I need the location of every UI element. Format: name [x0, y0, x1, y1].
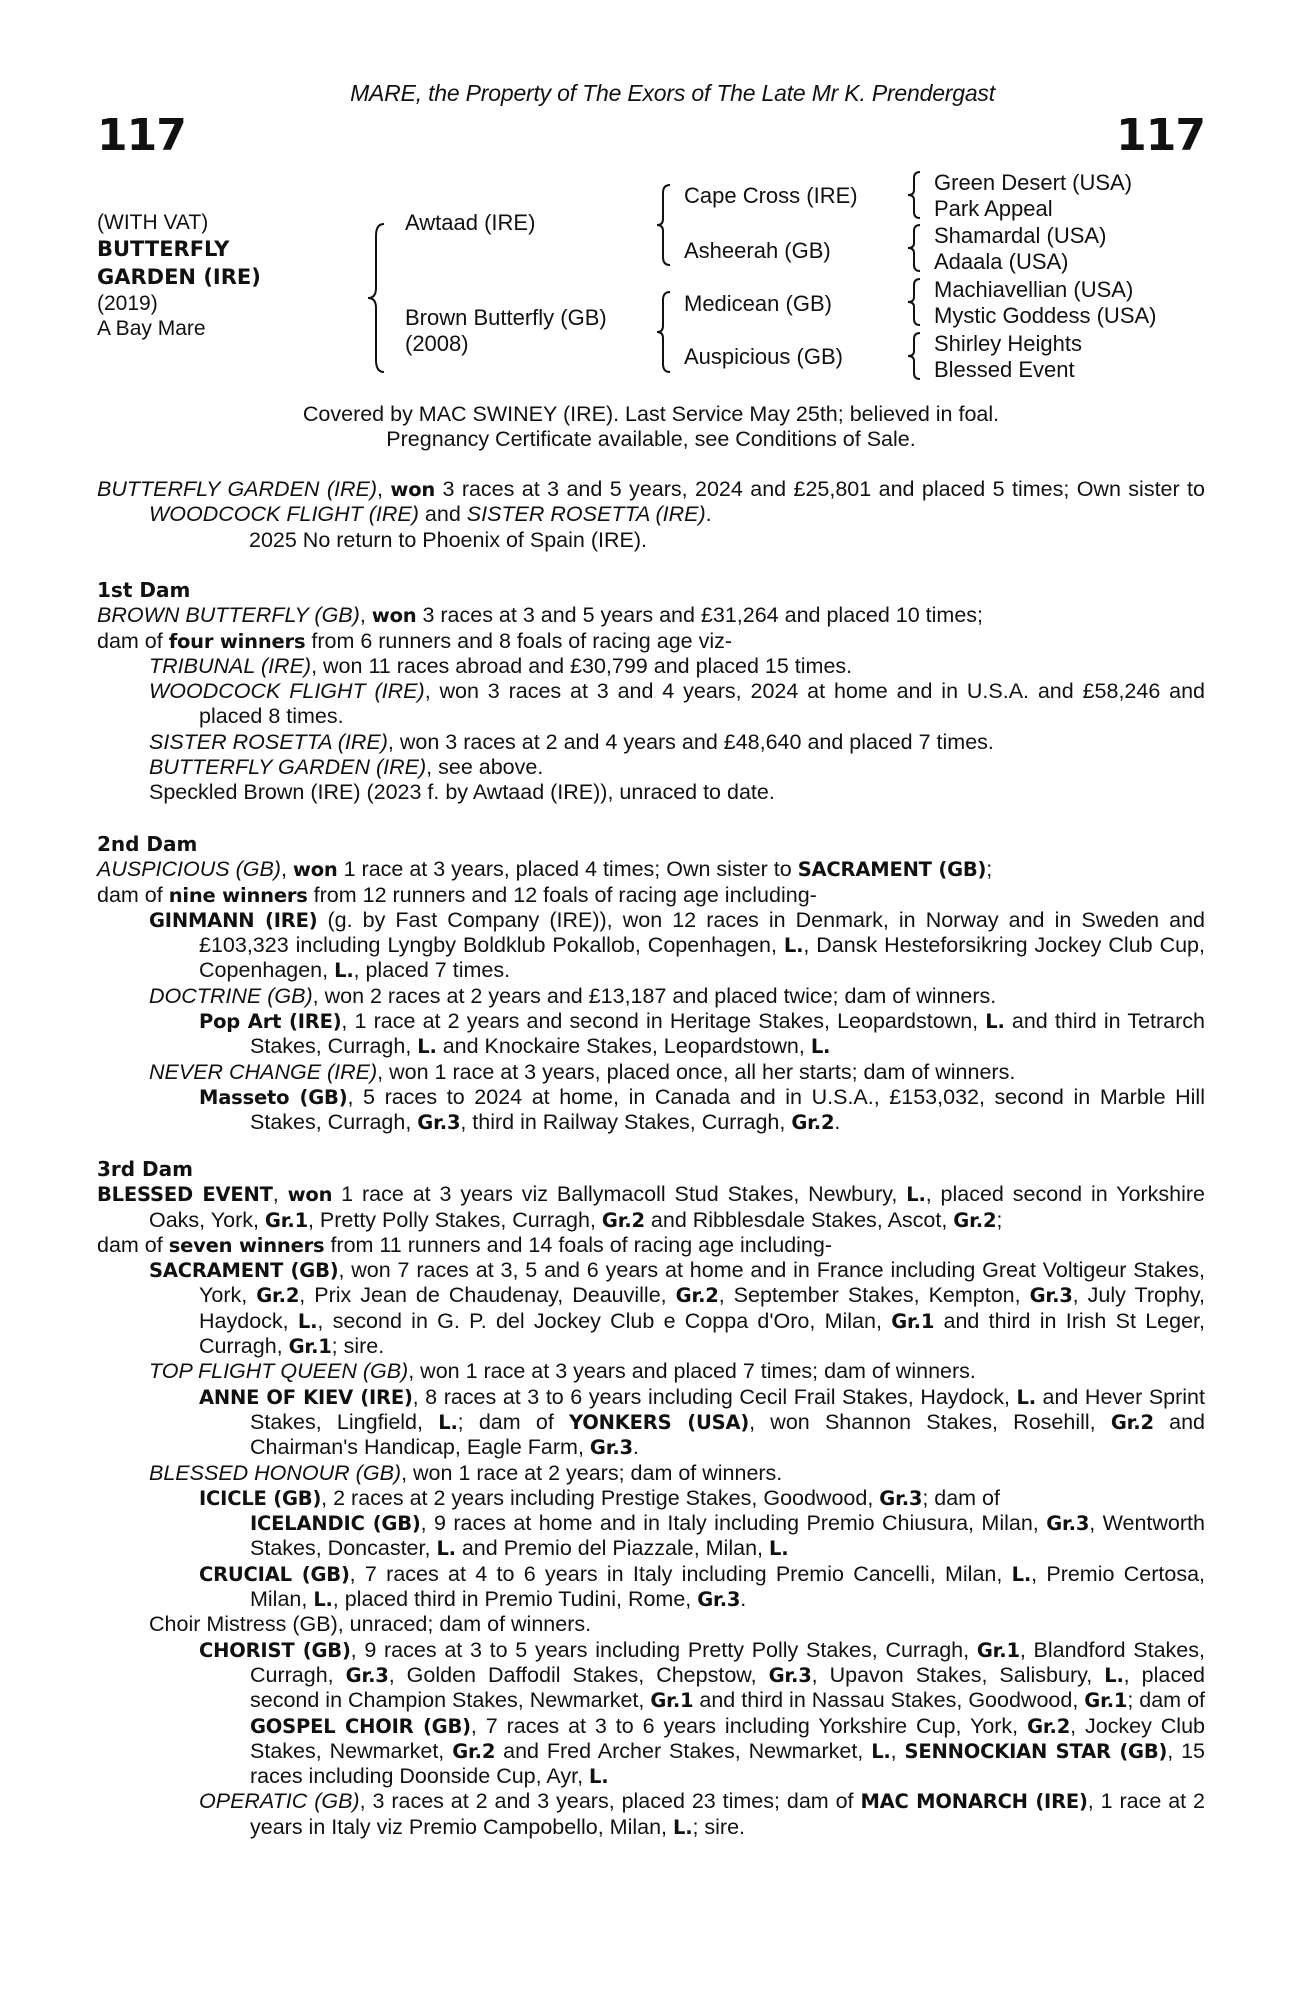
- lot-number-right: 117: [1116, 110, 1205, 161]
- won-label: won: [287, 1183, 333, 1207]
- brace-gen3-4: [906, 331, 924, 381]
- listed-mark: L.: [438, 1410, 458, 1434]
- progeny-text: ; dam of: [1127, 1688, 1206, 1713]
- progeny-entry: [97, 1359, 1205, 1384]
- pedigree-sire-dam: Asheerah (GB): [684, 238, 831, 263]
- won-label: won: [371, 604, 417, 628]
- pedigree-dam-dam: Auspicious (GB): [684, 344, 843, 369]
- progeny-text: and Chairman's Handicap, Eagle Farm,: [250, 1409, 1205, 1460]
- intro-text: .: [705, 502, 712, 527]
- progeny-name: OPERATIC (GB): [199, 1789, 360, 1814]
- progeny-text: , Upavon Stakes, Salisbury,: [811, 1662, 1105, 1687]
- covering-note: [97, 402, 1205, 453]
- intro-note: 2025 No return to Phoenix of Spain (IRE).: [249, 527, 647, 552]
- progeny-entry: [97, 679, 1205, 730]
- brace-gen3-2: [906, 223, 924, 273]
- progeny-text: ; sire.: [331, 1334, 385, 1359]
- brace-gen3-1: [906, 170, 924, 220]
- progeny-text: , Wentworth Stakes, Doncaster,: [250, 1511, 1205, 1561]
- group-mark: Gr.2: [953, 1208, 997, 1232]
- progeny-text: , second in G. P. del Jockey Club e Coppa d'Oro, Milan,: [317, 1308, 892, 1333]
- dam-name: BROWN BUTTERFLY (GB): [97, 603, 360, 628]
- progeny-text: , won 2 races at 2 years and £13,187 and placed twice; dam of winners.: [312, 983, 997, 1008]
- progeny-text: , third in Railway Stakes, Curragh,: [460, 1110, 792, 1135]
- intro-text: and: [418, 502, 467, 527]
- progeny-name: SACRAMENT (GB): [149, 1259, 339, 1283]
- progeny-text: , 7 races at 4 to 6 years in Italy including Premio Cancelli, Milan,: [349, 1561, 1012, 1586]
- group-mark: Gr.2: [675, 1284, 719, 1308]
- progeny-text: , 2 races at 2 years including Prestige Stakes, Goodwood,: [321, 1485, 880, 1510]
- listed-mark: L.: [297, 1309, 318, 1333]
- pedigree-dam-sire: Medicean (GB): [684, 291, 832, 316]
- group-mark: Gr.3: [879, 1486, 923, 1510]
- progeny-name: MAC MONARCH (IRE): [860, 1790, 1088, 1814]
- listed-mark: L.: [985, 1010, 1005, 1034]
- progeny-name: ICICLE (GB): [199, 1486, 322, 1510]
- progeny-text: .: [834, 1110, 841, 1135]
- group-mark: Gr.2: [791, 1111, 835, 1135]
- progeny-name: NEVER CHANGE (IRE): [149, 1059, 378, 1084]
- progeny-text: ; dam of: [922, 1485, 1000, 1510]
- property-heading: MARE, the Property of The Exors of The Late Mr K. Prendergast: [350, 80, 995, 106]
- winners-count: seven winners: [168, 1233, 325, 1257]
- dam-text: , placed second in Yorkshire Oaks, York,: [149, 1182, 1205, 1232]
- horse-name-line2: GARDEN (IRE): [97, 265, 261, 289]
- progeny-name: BUTTERFLY GARDEN (IRE): [149, 755, 427, 780]
- pedigree-gen3-1: Green Desert (USA): [934, 170, 1133, 195]
- progeny-text: .: [740, 1587, 747, 1612]
- dam-text: from 6 runners and 8 foals of racing age viz-: [305, 628, 733, 653]
- progeny-name: CRUCIAL (GB): [199, 1562, 350, 1586]
- covering-line-1: Covered by MAC SWINEY (IRE). Last Service May 25th; believed in foal.: [302, 402, 1000, 426]
- progeny-name: GINMANN (IRE): [149, 908, 318, 932]
- progeny-name: ICELANDIC (GB): [250, 1512, 421, 1536]
- progeny-text: , won 1 race at 3 years and placed 7 times; dam of winners.: [408, 1359, 976, 1384]
- progeny-text: , Jockey Club Stakes, Newmarket,: [250, 1713, 1205, 1763]
- pedigree-gen3-7: Shirley Heights: [934, 331, 1082, 356]
- listed-mark: L.: [417, 1035, 437, 1059]
- grandprogeny-entry: [97, 1385, 1205, 1461]
- progeny-name: WOODCOCK FLIGHT (IRE): [149, 679, 425, 704]
- progeny-text: , placed third in Premio Tudini, Rome,: [332, 1587, 698, 1612]
- dam-text: ;: [996, 1207, 1003, 1232]
- progeny-text: , Prix Jean de Chaudenay, Deauville,: [299, 1283, 676, 1308]
- dam-text: dam of: [97, 882, 169, 907]
- group-mark: Gr.2: [452, 1739, 496, 1763]
- group-mark: Gr.2: [1027, 1714, 1071, 1738]
- dam-text: 1 race at 3 years, placed 4 times; Own sister to: [337, 857, 798, 882]
- progeny-name: BLESSED HONOUR (GB): [149, 1460, 402, 1485]
- progeny-text: , see above.: [426, 755, 544, 780]
- horse-description: A Bay Mare: [97, 317, 206, 340]
- vat-note: (WITH VAT): [97, 211, 209, 234]
- dam-text: and Ribblesdale Stakes, Ascot,: [644, 1207, 954, 1232]
- progeny-text: , 1 race at 2 years in Italy viz Premio Campobello, Milan,: [250, 1789, 1205, 1839]
- grandprogeny-entry: [97, 1638, 1205, 1790]
- listed-mark: L.: [1016, 1385, 1036, 1409]
- group-mark: Gr.3: [768, 1663, 812, 1687]
- first-dam-line: BROWN BUTTERFLY (GB), won 3 races at 3 and 5 years and £31,264 and placed 10 times;: [97, 603, 984, 628]
- group-mark: Gr.1: [288, 1335, 332, 1359]
- pedigree-sire-sire: Cape Cross (IRE): [684, 183, 858, 208]
- brace-gen3-3: [906, 277, 924, 327]
- progeny-name: Masseto (GB): [199, 1085, 348, 1109]
- progeny-text: and Knockaire Stakes, Leopardstown,: [436, 1034, 811, 1059]
- listed-mark: L.: [1104, 1663, 1124, 1687]
- progeny-name: SISTER ROSETTA (IRE): [149, 729, 388, 754]
- group-mark: Gr.3: [589, 1436, 633, 1460]
- listed-mark: L.: [810, 1035, 831, 1059]
- progeny-text: (g. by Fast Company (IRE)), won 12 races in Denmark, in Norway and in Sweden and £103,323 including Lyngby Boldklub Pokallob, Copenhagen,: [199, 907, 1205, 958]
- group-mark: Gr.3: [1029, 1284, 1073, 1308]
- progeny-text: and Fred Archer Stakes, Newmarket,: [495, 1738, 872, 1763]
- progeny-text: ; dam of: [457, 1409, 570, 1434]
- progeny-entry: [97, 755, 1205, 780]
- intro-section: [97, 477, 1205, 553]
- progeny-text: , placed 7 times.: [353, 958, 511, 983]
- pedigree-gen3-5: Machiavellian (USA): [934, 277, 1134, 302]
- covering-line-2: Pregnancy Certificate available, see Conditions of Sale.: [386, 427, 916, 452]
- third-dam-section: [97, 1157, 1205, 1840]
- progeny-text: , Blandford Stakes, Curragh,: [250, 1637, 1205, 1687]
- group-mark: Gr.3: [697, 1588, 741, 1612]
- progeny-text: , 8 races at 3 to 6 years including Cecil Frail Stakes, Haydock,: [412, 1384, 1017, 1409]
- progeny-text: , 9 races at 3 to 5 years including Pretty Polly Stakes, Curragh,: [350, 1637, 977, 1662]
- group-mark: Gr.1: [976, 1638, 1020, 1662]
- progeny-name: GOSPEL CHOIR (GB): [250, 1714, 471, 1738]
- progeny-text: and third in Nassau Stakes, Goodwood,: [693, 1688, 1085, 1713]
- progeny-text: , placed second in Champion Stakes, Newmarket,: [250, 1662, 1206, 1713]
- progeny-text: , Premio Certosa, Milan,: [250, 1561, 1206, 1612]
- pedigree-gen3-3: Shamardal (USA): [934, 223, 1107, 248]
- group-mark: Gr.3: [345, 1663, 389, 1687]
- winners-count: nine winners: [168, 883, 308, 907]
- second-dam-section: [97, 832, 1205, 1136]
- won-label: won: [292, 858, 338, 882]
- group-mark: Gr.2: [1110, 1410, 1154, 1434]
- progeny-name: CHORIST (GB): [199, 1638, 351, 1662]
- pedigree-dam-year: (2008): [405, 331, 469, 356]
- dam-text: 3 races at 3 and 5 years and £31,264 and placed 10 times;: [416, 603, 984, 628]
- listed-mark: L.: [589, 1765, 609, 1789]
- progeny-entry: [97, 1258, 1205, 1359]
- listed-mark: L.: [768, 1537, 789, 1561]
- progeny-text: ; sire.: [692, 1814, 746, 1839]
- progeny-entry: [97, 1461, 1205, 1486]
- pedigree-gen3-4: Adaala (USA): [934, 249, 1069, 274]
- progeny-text: and third in Irish St Leger, Curragh,: [199, 1308, 1205, 1359]
- progeny-text: , 5 races to 2024 at home, in Canada and in U.S.A., £153,032, second in Marble Hill Stakes, Curragh,: [250, 1084, 1205, 1135]
- progeny-text: and Premio del Piazzale, Milan,: [455, 1536, 769, 1561]
- grandprogeny-entry: [97, 1486, 1205, 1511]
- progeny-text: , 15 races including Doonside Cup, Ayr,: [250, 1738, 1205, 1789]
- group-mark: Gr.1: [264, 1208, 308, 1232]
- great-grandprogeny-entry: [97, 1511, 1205, 1562]
- progeny-text: , won 3 races at 2 and 4 years and £48,640 and placed 7 times.: [387, 729, 994, 754]
- listed-mark: L.: [673, 1815, 693, 1839]
- first-dam-produce-summary: [97, 629, 1205, 654]
- progeny-text: , July Trophy, Haydock,: [199, 1283, 1205, 1333]
- progeny-entry: [97, 730, 1205, 755]
- progeny-name: Pop Art (IRE): [199, 1010, 342, 1034]
- listed-mark: L.: [334, 959, 354, 983]
- progeny-text: , won 1 race at 2 years; dam of winners.: [401, 1460, 783, 1485]
- progeny-text: , won 11 races abroad and £30,799 and placed 15 times.: [311, 653, 853, 678]
- dam-name: BLESSED EVENT: [97, 1183, 273, 1207]
- pedigree-gen3-6: Mystic Goddess (USA): [934, 303, 1157, 328]
- progeny-text: , 9 races at home and in Italy including Premio Chiusura, Milan,: [420, 1511, 1047, 1536]
- dam-text: ,: [272, 1182, 288, 1207]
- first-dam-heading: 1st Dam: [97, 578, 191, 602]
- progeny-text: , Dansk Hesteforsikring Jockey Club Cup, Copenhagen,: [199, 933, 1205, 983]
- third-dam-produce-summary: [97, 1233, 1205, 1258]
- sibling-1: WOODCOCK FLIGHT (IRE): [149, 502, 419, 527]
- group-mark: Gr.2: [256, 1284, 300, 1308]
- progeny-entry: [97, 1060, 1205, 1085]
- pedigree-gen3-2: Park Appeal: [934, 196, 1053, 221]
- progeny-text: and Hever Sprint Stakes, Lingfield,: [250, 1384, 1205, 1434]
- winners-count: four winners: [168, 629, 306, 653]
- progeny-unraced: Choir Mistress (GB), unraced; dam of winners.: [149, 1612, 592, 1637]
- pedigree-sire: Awtaad (IRE): [405, 210, 536, 235]
- progeny-name: SENNOCKIAN STAR (GB): [904, 1739, 1168, 1763]
- progeny-name: TRIBUNAL (IRE): [149, 653, 312, 678]
- horse-identity: [97, 210, 261, 341]
- horse-name-line1: BUTTERFLY: [97, 237, 230, 261]
- second-dam-heading: 2nd Dam: [97, 832, 198, 856]
- pedigree-dam: Brown Butterfly (GB): [405, 305, 607, 330]
- pedigree-gen3-8: Blessed Event: [934, 357, 1075, 382]
- progeny-text: , won Shannon Stakes, Rosehill,: [749, 1409, 1111, 1434]
- listed-mark: L.: [1011, 1562, 1032, 1586]
- progeny-text: , 3 races at 2 and 3 years, placed 23 times; dam of: [359, 1789, 861, 1814]
- foaling-year: (2019): [97, 292, 158, 315]
- dam-text: ;: [986, 857, 993, 882]
- progeny-text: , won 1 race at 3 years, placed once, all her starts; dam of winners.: [377, 1059, 1016, 1084]
- brace-gen2-bottom: [655, 290, 675, 374]
- lot-number-left: 117: [97, 110, 186, 161]
- dam-name: AUSPICIOUS (GB): [97, 857, 281, 882]
- first-dam-section: [97, 578, 1205, 806]
- listed-mark: L.: [871, 1739, 891, 1763]
- grandprogeny-entry: [97, 1562, 1205, 1613]
- dam-text: 1 race at 3 years viz Ballymacoll Stud Stakes, Newbury,: [332, 1182, 907, 1207]
- progeny-text: ,: [890, 1738, 905, 1763]
- progeny-text: , September Stakes, Kempton,: [718, 1283, 1030, 1308]
- second-dam-produce-summary: [97, 883, 1205, 908]
- brace-gen1: [366, 222, 390, 374]
- third-dam-heading: 3rd Dam: [97, 1157, 193, 1181]
- horse-name-ref: BUTTERFLY GARDEN (IRE): [97, 477, 377, 501]
- progeny-text: , Golden Daffodil Stakes, Chepstow,: [388, 1662, 769, 1687]
- group-mark: Gr.3: [1046, 1512, 1090, 1536]
- progeny-name: DOCTRINE (GB): [149, 983, 313, 1008]
- listed-mark: L.: [313, 1588, 333, 1612]
- grandprogeny-entry: [97, 1085, 1205, 1136]
- progeny-entry: [97, 984, 1205, 1009]
- group-mark: Gr.1: [1084, 1689, 1128, 1713]
- grandprogeny-entry: [97, 1789, 1205, 1840]
- dam-text: from 12 runners and 12 foals of racing age including-: [307, 882, 817, 907]
- intro-paragraph: BUTTERFLY GARDEN (IRE), won 3 races at 3 and 5 years, 2024 and £25,801 and placed 5 times; Own sister to WOODCOCK FLIGHT (IRE) and SISTER ROSETTA (IRE).: [97, 477, 1205, 527]
- listed-mark: L.: [906, 1183, 926, 1207]
- group-mark: Gr.1: [891, 1309, 935, 1333]
- progeny-text: , won 3 races at 3 and 4 years, 2024 at home and in U.S.A. and £58,246 and placed 8 times.: [199, 679, 1205, 729]
- progeny-entry: [97, 654, 1205, 679]
- group-mark: Gr.3: [417, 1111, 461, 1135]
- brace-gen2-top: [655, 183, 675, 267]
- progeny-entry: [97, 908, 1205, 984]
- listed-mark: L.: [436, 1537, 456, 1561]
- sibling-2: SISTER ROSETTA (IRE): [466, 502, 706, 527]
- won-label: won: [390, 478, 436, 501]
- progeny-unraced: Speckled Brown (IRE) (2023 f. by Awtaad (IRE)), unraced to date.: [149, 780, 775, 805]
- progeny-text: and third in Tetrarch Stakes, Curragh,: [250, 1009, 1206, 1059]
- group-mark: Gr.1: [650, 1689, 694, 1713]
- dam-text: from 11 runners and 14 foals of racing age including-: [324, 1232, 833, 1257]
- group-mark: Gr.2: [601, 1208, 645, 1232]
- progeny-text: , 7 races at 3 to 6 years including Yorkshire Cup, York,: [470, 1713, 1028, 1738]
- progeny-name: ANNE OF KIEV (IRE): [199, 1385, 413, 1409]
- listed-mark: L.: [783, 934, 804, 958]
- progeny-text: .: [632, 1435, 639, 1460]
- grandprogeny-entry: [97, 1009, 1205, 1060]
- dam-text: dam of: [97, 628, 169, 653]
- sister-name: SACRAMENT (GB): [797, 858, 987, 882]
- second-dam-line: AUSPICIOUS (GB), won 1 race at 3 years, placed 4 times; Own sister to SACRAMENT (GB);: [97, 857, 993, 882]
- progeny-name: YONKERS (USA): [569, 1410, 750, 1434]
- third-dam-line: [97, 1182, 1205, 1233]
- progeny-name: TOP FLIGHT QUEEN (GB): [149, 1359, 409, 1384]
- dam-text: dam of: [97, 1232, 169, 1257]
- progeny-text: , won 7 races at 3, 5 and 6 years at home and in France including Great Voltigeur Stakes, York,: [199, 1258, 1205, 1308]
- dam-text: , Pretty Polly Stakes, Curragh,: [307, 1207, 602, 1232]
- progeny-text: , 1 race at 2 years and second in Heritage Stakes, Leopardstown,: [341, 1009, 986, 1034]
- intro-text: 3 races at 3 and 5 years, 2024 and £25,801 and placed 5 times; Own sister to: [435, 477, 1205, 501]
